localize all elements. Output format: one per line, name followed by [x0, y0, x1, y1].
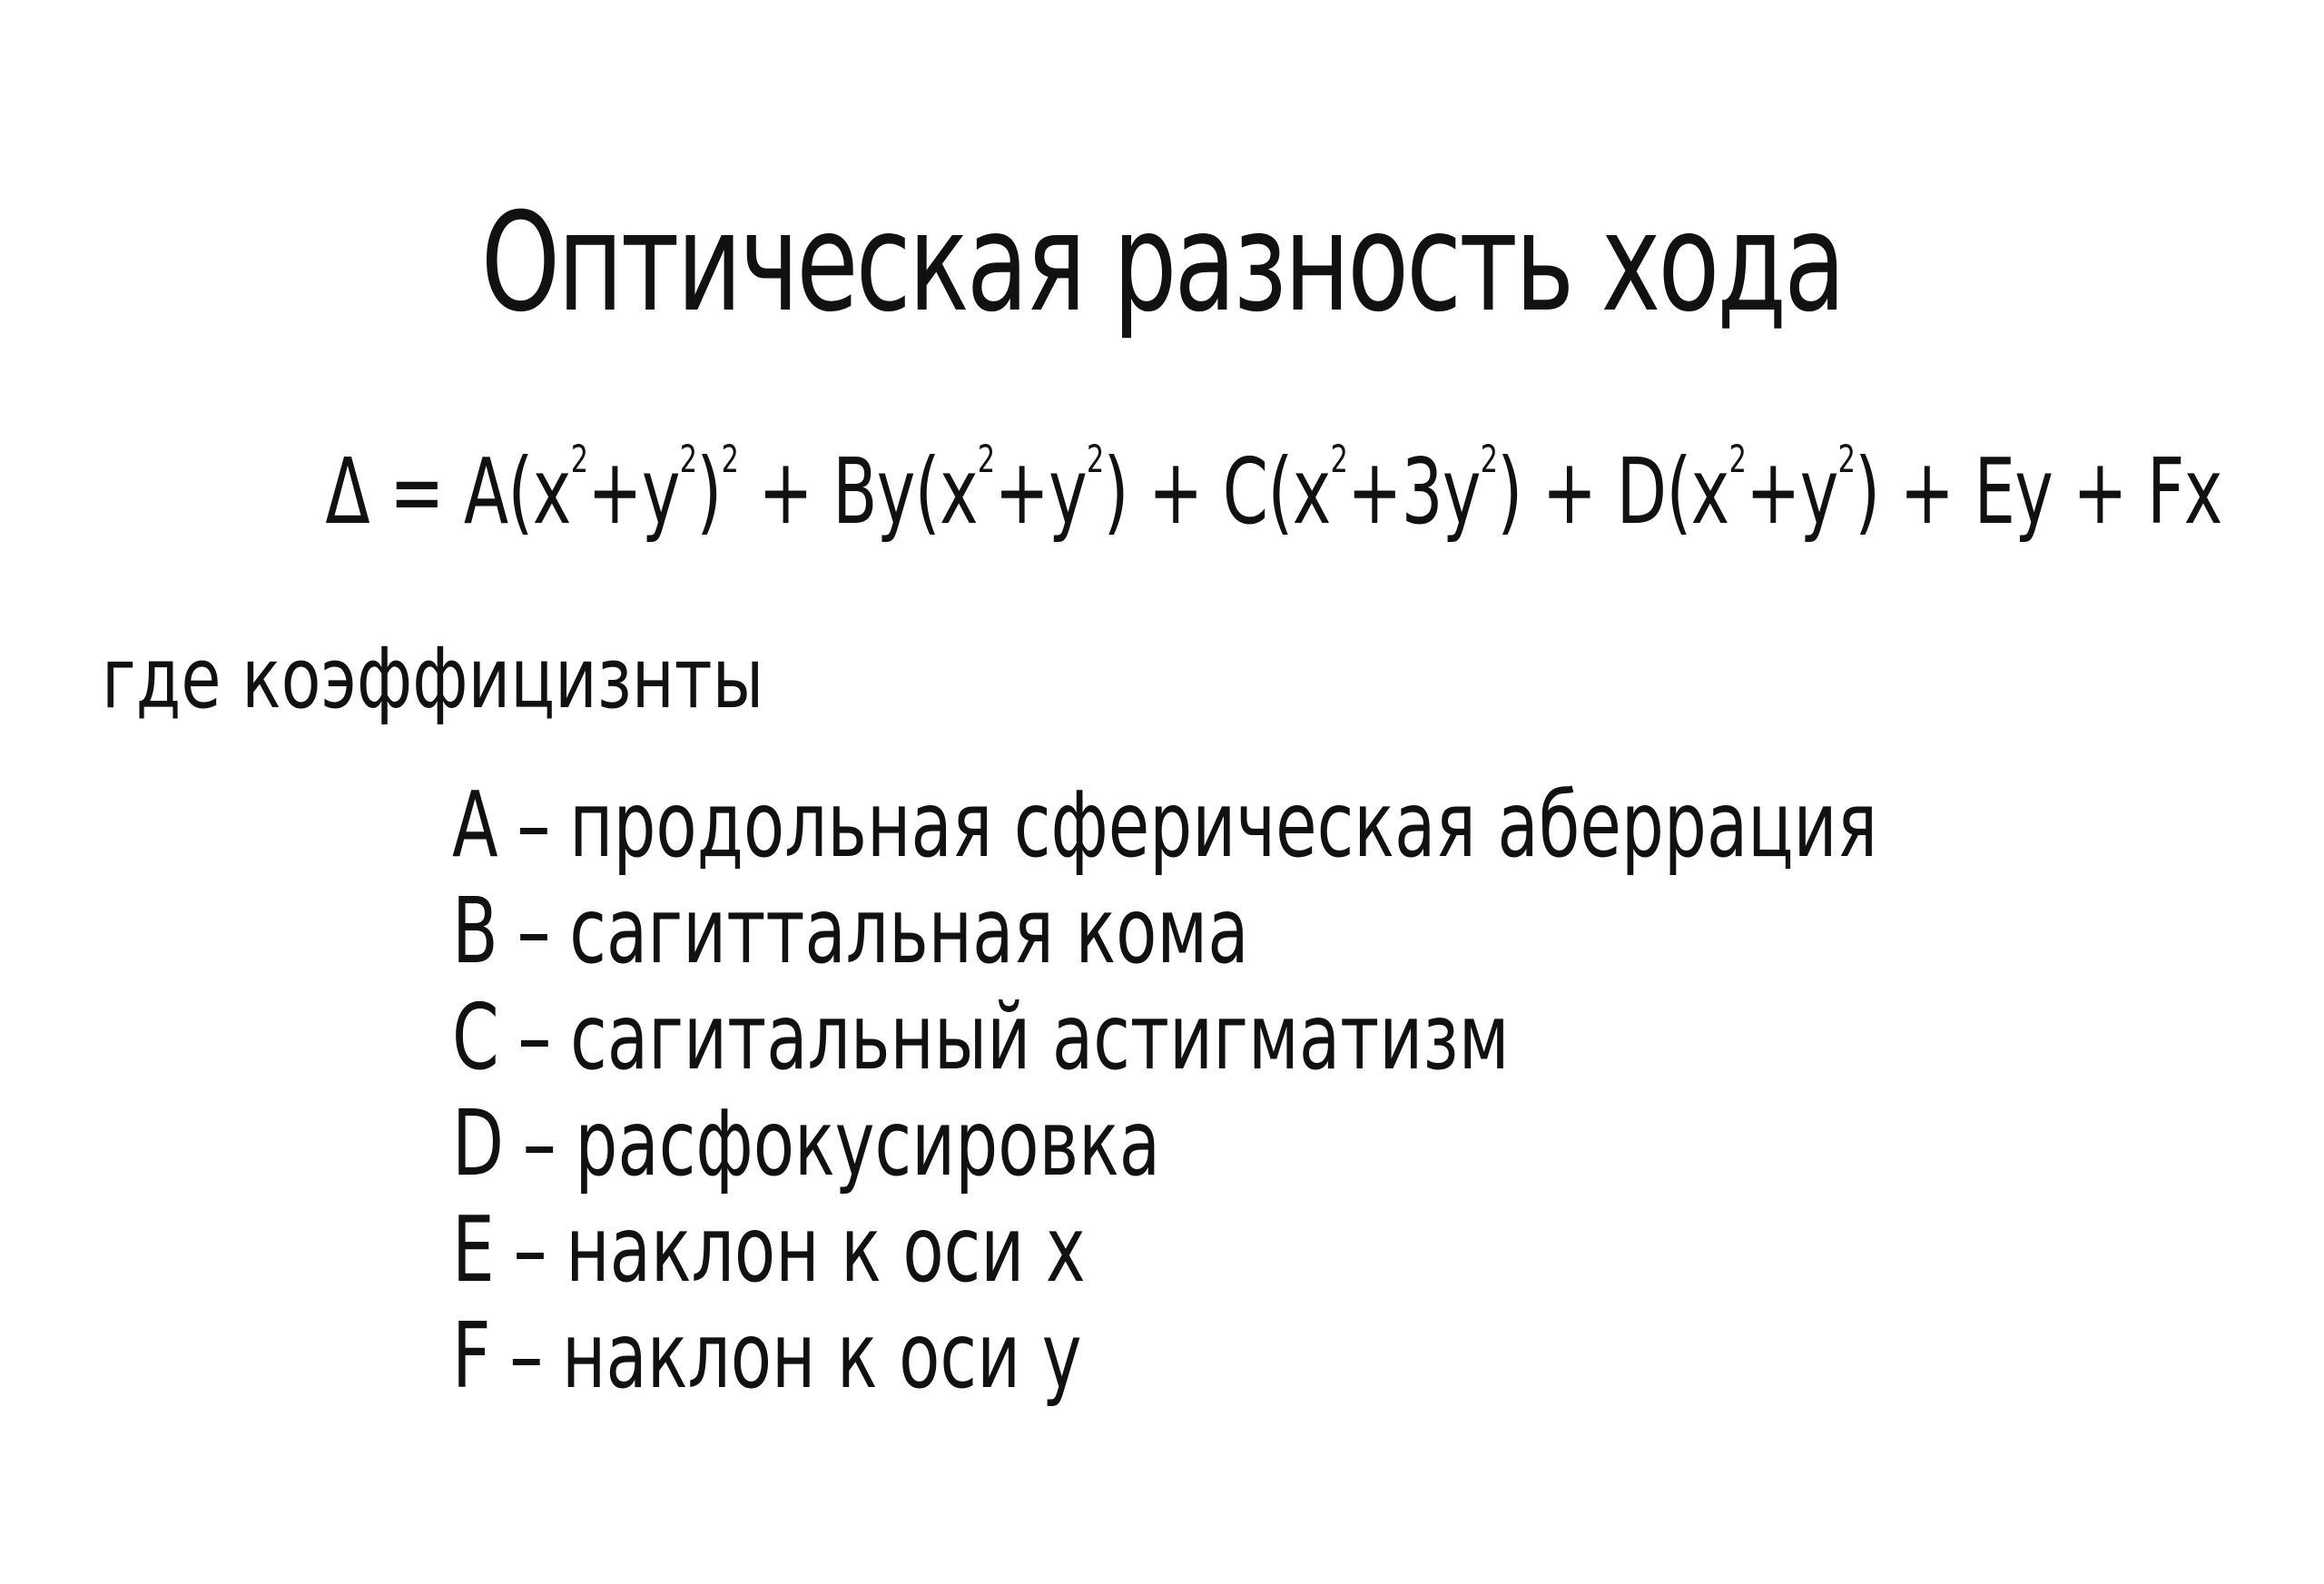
- formula-term-b-plus: +y: [994, 438, 1087, 545]
- coefficient-letter: B: [452, 878, 498, 984]
- coefficient-item: [452, 1196, 1877, 1303]
- coefficient-letter: D: [452, 1090, 504, 1196]
- coefficient-item: [452, 772, 1877, 878]
- formula-plus: +: [1128, 438, 1223, 545]
- coefficient-dash: –: [517, 878, 551, 984]
- formula-term-b-open: By(x: [832, 438, 978, 545]
- delta-symbol: Δ: [325, 438, 369, 545]
- coefficient-item: [452, 984, 1877, 1090]
- formula-term-a-plus: +y: [587, 438, 680, 545]
- formula-equals: =: [369, 438, 464, 545]
- coefficient-dash: –: [517, 984, 552, 1090]
- formula-plus: +: [738, 438, 833, 545]
- formula-exponent: 2: [1480, 437, 1498, 481]
- coefficient-item: [452, 1303, 1877, 1409]
- coefficient-dash: –: [509, 1303, 544, 1409]
- coefficient-dash: –: [522, 1090, 556, 1196]
- coefficient-letter: F: [452, 1303, 491, 1409]
- formula-exponent: 2: [570, 437, 588, 481]
- coefficient-list: [452, 772, 1877, 1409]
- coefficient-dash: –: [517, 772, 551, 878]
- coefficient-letter: C: [452, 984, 499, 1090]
- optical-path-difference-formula: [325, 437, 2222, 545]
- formula-exponent: 2: [1837, 437, 1856, 481]
- coefficient-dash: –: [513, 1196, 547, 1303]
- coefficient-item: [452, 1090, 1877, 1196]
- coefficient-letter: A: [452, 772, 498, 878]
- coefficient-description: продольная сферическая аберрация: [569, 772, 1878, 878]
- coefficient-description: сагиттальная кома: [569, 878, 1249, 984]
- formula-term-c-close: ): [1497, 438, 1522, 545]
- coefficient-description: наклон к оси x: [566, 1196, 1086, 1303]
- formula-term-d-close: ): [1855, 438, 1880, 545]
- coefficient-item: [452, 878, 1877, 984]
- formula-exponent: 2: [679, 437, 697, 481]
- formula-term-d-open: D(x: [1616, 438, 1729, 545]
- coefficient-letter: E: [452, 1196, 495, 1303]
- formula-term-c-open: C(x: [1222, 438, 1331, 545]
- formula-exponent: 2: [721, 437, 739, 481]
- formula-term-a-open: A(x: [463, 438, 571, 545]
- coefficient-description: наклон к оси y: [562, 1303, 1082, 1409]
- formula-term-a-close: ): [696, 438, 722, 545]
- coefficient-description: сагитальный астигматизм: [570, 984, 1510, 1090]
- coefficients-intro: где коэффицизнты: [102, 630, 764, 727]
- formula-term-b-close: ): [1103, 438, 1128, 545]
- formula-term-c-plus: +3y: [1347, 438, 1481, 545]
- formula-term-d-plus: +y: [1746, 438, 1838, 545]
- formula-tail: + Ey + Fx: [1879, 438, 2222, 545]
- formula-exponent: 2: [1728, 437, 1747, 481]
- coefficient-description: расфокусировка: [575, 1090, 1161, 1196]
- formula-exponent: 2: [977, 437, 995, 481]
- formula-exponent: 2: [1086, 437, 1104, 481]
- formula-plus: +: [1521, 438, 1617, 545]
- page-title: Оптическая разность хода: [480, 184, 1844, 342]
- formula-exponent: 2: [1330, 437, 1348, 481]
